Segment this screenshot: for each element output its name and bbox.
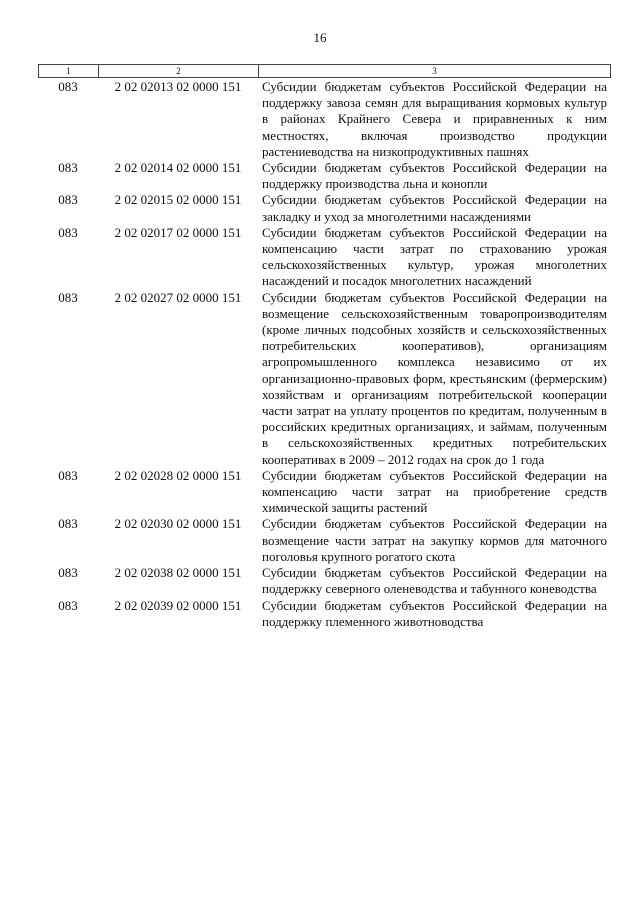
income-description: Субсидии бюджетам субъектов Российской Федерации на закладку и уход за многолетними насаждениями	[262, 192, 607, 224]
income-description: Субсидии бюджетам субъектов Российской Федерации на поддержку племенного животноводства	[262, 597, 607, 629]
table-row	[38, 79, 610, 160]
admin-code: 083	[58, 467, 78, 483]
budget-code: 2 02 02013 02 0000 151	[114, 79, 242, 94]
table-row	[38, 468, 610, 517]
table-row	[38, 565, 610, 597]
budget-code: 2 02 02038 02 0000 151	[114, 565, 242, 581]
income-description: Субсидии бюджетам субъектов Российской Федерации на возмещение части затрат на закупку кормов для маточного поголовья крупного рогатого скота	[262, 516, 607, 564]
table-body	[38, 79, 610, 630]
table-row	[38, 598, 610, 630]
income-description: Субсидии бюджетам субъектов Российской Федерации на поддержку северного оленеводства и табунного коневодства	[262, 565, 607, 597]
budget-code: 2 02 02017 02 0000 151	[114, 224, 242, 240]
budget-code: 2 02 02027 02 0000 151	[114, 289, 242, 305]
admin-code: 083	[58, 565, 78, 581]
admin-code: 083	[58, 79, 78, 94]
column-header-2: 2	[99, 65, 259, 78]
column-header-1: 1	[39, 65, 99, 78]
table-row	[38, 225, 610, 290]
budget-code: 2 02 02028 02 0000 151	[114, 467, 242, 483]
column-header-row	[39, 65, 611, 78]
income-description: Субсидии бюджетам субъектов Российской Федерации на возмещение сельскохозяйственным товаропроизводителям (кроме личных подсобных хозяйств и сельскохозяйственных потребительских кооперативов), организациям агропромышленного комплекса независимо от их организационно-правовых форм, крестьянским (фермерским) хозяйствам и организациям потребительской кооперации части затрат на уплату процентов по кредитам, полученным в российских кредитных организациях, и займам, полученным в сельскохозяйственных кредитных потребительских кооперативах в 2009 – 2012 годах на срок до 1 года	[262, 289, 607, 467]
budget-code: 2 02 02030 02 0000 151	[114, 516, 242, 532]
admin-code: 083	[58, 160, 78, 176]
budget-code: 2 02 02039 02 0000 151	[114, 597, 242, 613]
table-row	[38, 516, 610, 565]
income-description: Субсидии бюджетам субъектов Российской Федерации на компенсацию части затрат на приобретение средств химической защиты растений	[262, 467, 607, 516]
table-row	[38, 192, 610, 224]
budget-code: 2 02 02014 02 0000 151	[114, 160, 242, 176]
income-description: Субсидии бюджетам субъектов Российской Федерации на поддержку завоза семян для выращивания кормовых культур в районах Крайнего Севера и приравненных к ним местностях, включая производство продукции растениеводства на низкопродуктивных пашнях	[262, 79, 607, 159]
income-description: Субсидии бюджетам субъектов Российской Федерации на поддержку производства льна и конопли	[262, 160, 607, 192]
admin-code: 083	[58, 597, 78, 613]
table-row	[38, 290, 610, 468]
column-header-3: 3	[259, 65, 611, 78]
table-row	[38, 160, 610, 192]
admin-code: 083	[58, 289, 78, 305]
budget-code: 2 02 02015 02 0000 151	[114, 192, 242, 208]
income-description: Субсидии бюджетам субъектов Российской Федерации на компенсацию части затрат по страхованию урожая сельскохозяйственных культур, урожая многолетних насаждений и посадок многолетних насаждений	[262, 224, 607, 289]
page-number: 16	[313, 30, 327, 45]
column-header-table	[38, 64, 611, 78]
admin-code: 083	[58, 192, 78, 208]
admin-code: 083	[58, 224, 78, 240]
admin-code: 083	[58, 516, 78, 532]
